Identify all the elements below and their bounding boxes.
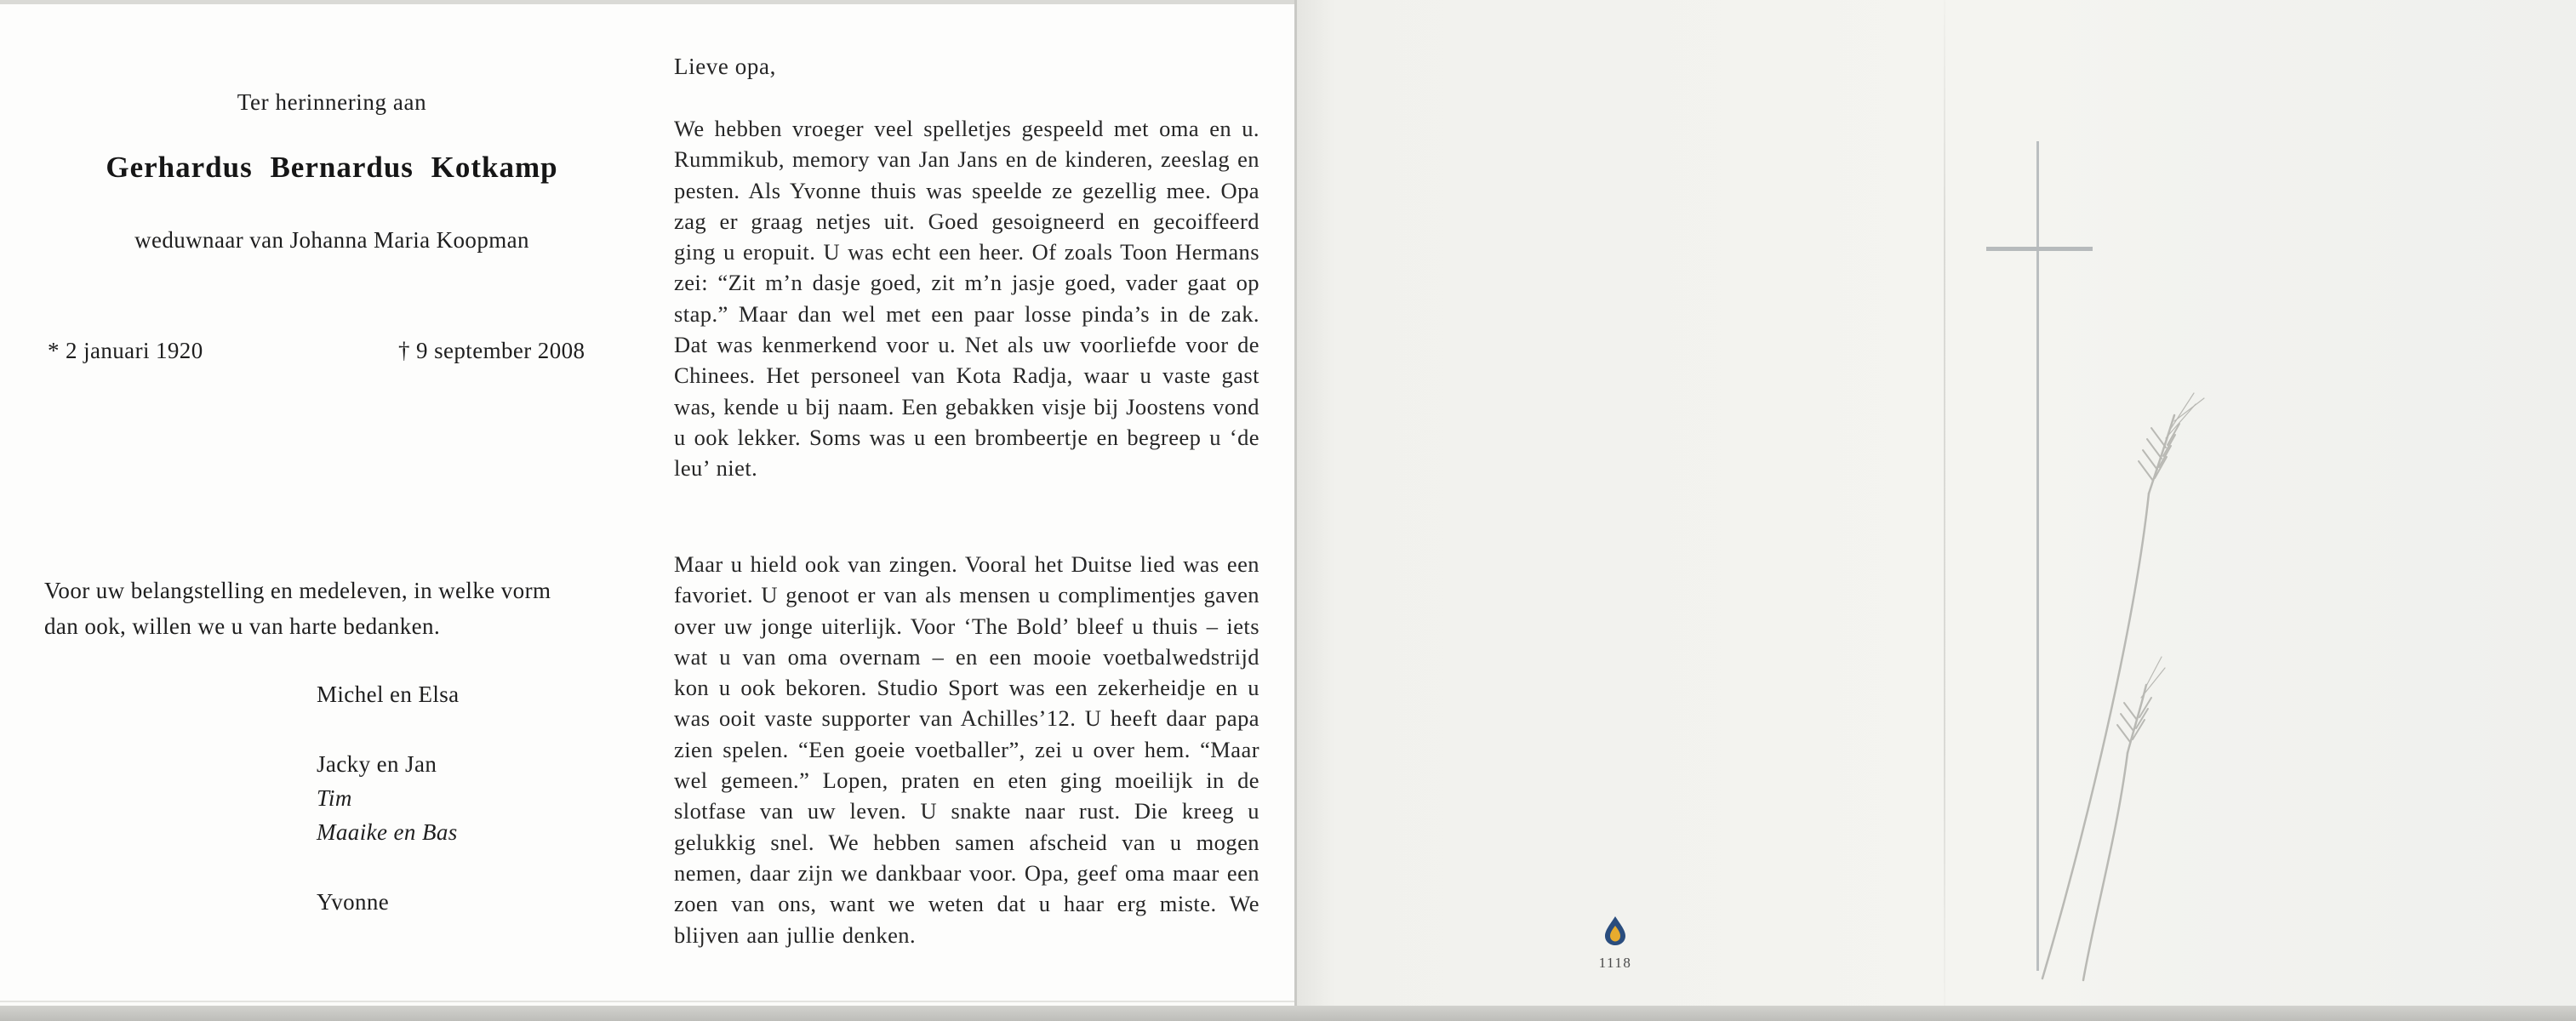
family-name: Jacky en Jan: [317, 751, 437, 777]
cross-icon: [1986, 247, 2093, 251]
acknowledgement-line-2: dan ook, willen we u van harte bedanken.: [44, 613, 441, 639]
family-name: Tim: [317, 785, 352, 811]
scan-bottom-edge: [0, 1006, 2576, 1021]
family-name: Maaike en Bas: [317, 819, 458, 845]
scan-bottom-hairline: [0, 1001, 1294, 1002]
printer-emblem-icon: [1602, 915, 1628, 946]
acknowledgement-line-1: Voor uw belangstelling en medeleven, in welke vorm: [44, 578, 551, 603]
deceased-name: Gerhardus Bernardus Kotkamp: [106, 151, 558, 184]
cover-fold-line: [1944, 0, 1945, 1007]
dedication-line: Ter herinnering aan: [237, 89, 427, 115]
family-name: Michel en Elsa: [317, 682, 460, 707]
print-number: 1118: [1598, 955, 1632, 971]
acknowledgement-text: [44, 573, 551, 644]
family-name: Yvonne: [317, 889, 390, 915]
wheat-ears-icon: [2000, 391, 2255, 987]
card-inside-panel: [0, 4, 1294, 1002]
letter-paragraph: We hebben vroeger veel spelletjes gespeeld met oma en u. Rummikub, memory van Jan Jans en de kinderen, zeeslag en pesten. Als Yvonne thuis was speelde ze gezellig mee. Opa zag er graag netjes uit. Goed gesoigneerd en gecoiffeerd ging u eropuit. U was echt een heer. Of zoals Toon Hermans zei: “Zit m’n dasje goed, zit m’n jasje goed, vader gaat op stap.” Maar dan wel met een paar losse pinda’s in de zak. Dat was kenmerkend voor u. Net als uw voorliefde voor de Chinees. Het personeel van Kota Radja, waar u vaste gast was, kende u bij naam. Een gebakken visje bij Joostens vond u ook lekker. Soms was u een brombeertje en begreep u ‘de leu’ niet.: [674, 116, 1259, 482]
birth-date: * 2 januari 1920: [48, 338, 203, 363]
card-cover-panel: [1297, 0, 2576, 1007]
death-date: † 9 september 2008: [398, 338, 585, 363]
letter-paragraph: Maar u hield ook van zingen. Vooral het Duitse lied was een favoriet. U genoot er van als mensen u complimentjes gaven over uw jonge uiterlijk. Voor ‘The Bold’ bleef u thuis – iets wat u van oma overnam – en een mooie voetbalwedstrijd kon u ook bekoren. Studio Sport was een zekerheidje en u was ooit vaste supporter van Achilles’12. U heeft daar papa zien spelen. “Een goeie voetballer”, zei u over hem. “Maar wel gemeen.” Lopen, praten en eten ging moeilijk in de slotfase van uw leven. U snakte naar rust. Die kreeg u gelukkig snel. We hebben samen afscheid van u mogen nemen, daar zijn we dankbaar voor. Opa, geef oma maar een zoen van ons, want we weten dat u haar erg miste. We blijven aan jullie denken.: [674, 551, 1259, 948]
relation-line: weduwnaar van Johanna Maria Koopman: [134, 227, 529, 253]
letter-salutation: Lieve opa,: [674, 54, 776, 79]
